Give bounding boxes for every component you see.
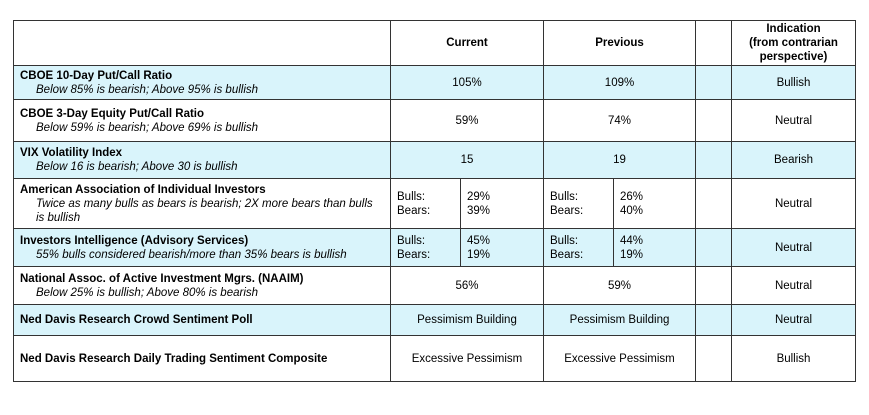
indication-value: Neutral bbox=[732, 305, 856, 336]
gap-cell bbox=[696, 336, 732, 382]
sentiment-table bbox=[13, 20, 856, 382]
previous-labels bbox=[544, 229, 614, 267]
indicator-name: American Association of Individual Investors bbox=[20, 183, 266, 196]
table-row bbox=[14, 100, 856, 142]
indicator-name: National Assoc. of Active Investment Mgrs. (NAAIM) bbox=[20, 272, 304, 285]
indication-value: Bearish bbox=[732, 142, 856, 179]
previous-value: Excessive Pessimism bbox=[544, 336, 696, 382]
indication-value: Neutral bbox=[732, 179, 856, 229]
gap-cell bbox=[696, 267, 732, 305]
previous-bulls-value: 26% bbox=[620, 190, 644, 203]
indicator-desc: Below 85% is bearish; Above 95% is bullish bbox=[36, 83, 259, 96]
current-bulls-label: Bulls: bbox=[397, 234, 426, 247]
previous-bears-value: 40% bbox=[620, 204, 644, 217]
table-row bbox=[14, 142, 856, 179]
previous-bulls-label: Bulls: bbox=[550, 234, 579, 247]
current-value: 59% bbox=[391, 100, 544, 142]
table-row bbox=[14, 267, 856, 305]
previous-values bbox=[614, 229, 696, 267]
indication-value: Bullish bbox=[732, 336, 856, 382]
indication-value: Bullish bbox=[732, 66, 856, 100]
indicator-name: CBOE 3-Day Equity Put/Call Ratio bbox=[20, 107, 205, 120]
header-previous: Previous bbox=[544, 21, 696, 66]
indicator-name: Ned Davis Research Daily Trading Sentiment Composite bbox=[20, 352, 328, 365]
table-row bbox=[14, 66, 856, 100]
previous-value: 74% bbox=[544, 100, 696, 142]
gap-cell bbox=[696, 305, 732, 336]
header-indication: Indication (from contrarian perspective) bbox=[732, 21, 856, 66]
header-current: Current bbox=[391, 21, 544, 66]
current-value: 56% bbox=[391, 267, 544, 305]
previous-value: 109% bbox=[544, 66, 696, 100]
current-labels bbox=[391, 229, 461, 267]
indicator-cell bbox=[14, 305, 391, 336]
indicator-desc: Below 25% is bullish; Above 80% is bearish bbox=[36, 286, 259, 299]
gap-cell bbox=[696, 100, 732, 142]
table-row bbox=[14, 305, 856, 336]
current-bears-label: Bears: bbox=[397, 248, 431, 261]
gap-cell bbox=[696, 142, 732, 179]
gap-cell bbox=[696, 66, 732, 100]
current-bears-value: 39% bbox=[467, 204, 491, 217]
indicator-desc: Below 16 is bearish; Above 30 is bullish bbox=[36, 161, 238, 173]
previous-bears-label: Bears: bbox=[550, 248, 584, 261]
indicator-cell bbox=[14, 267, 391, 305]
indicator-cell bbox=[14, 179, 391, 229]
indication-value: Neutral bbox=[732, 267, 856, 305]
indicator-cell bbox=[14, 142, 391, 179]
previous-value: 19 bbox=[544, 142, 696, 179]
previous-bears-value: 19% bbox=[620, 248, 644, 261]
header-gap-cell bbox=[696, 21, 732, 66]
current-labels bbox=[391, 179, 461, 229]
current-bears-value: 19% bbox=[467, 248, 491, 261]
gap-cell bbox=[696, 229, 732, 267]
current-values bbox=[461, 229, 544, 267]
header-indicator-cell bbox=[14, 21, 391, 66]
indication-value: Neutral bbox=[732, 100, 856, 142]
current-bulls-label: Bulls: bbox=[397, 190, 426, 203]
current-bulls-value: 45% bbox=[467, 234, 491, 247]
current-value: Excessive Pessimism bbox=[391, 336, 544, 382]
previous-bears-label: Bears: bbox=[550, 204, 584, 217]
current-bears-label: Bears: bbox=[397, 204, 431, 217]
previous-value: Pessimism Building bbox=[544, 305, 696, 336]
previous-bulls-label: Bulls: bbox=[550, 190, 579, 203]
indicator-desc: Twice as many bulls as bears is bearish; 2X more bears than bulls is bullish bbox=[36, 197, 373, 224]
indicator-name: Ned Davis Research Crowd Sentiment Poll bbox=[20, 314, 253, 326]
header-row bbox=[14, 21, 856, 66]
indicator-cell bbox=[14, 100, 391, 142]
indicator-cell bbox=[14, 66, 391, 100]
indicator-desc: 55% bulls considered bearish/more than 35% bears is bullish bbox=[36, 248, 347, 261]
indicator-name: VIX Volatility Index bbox=[20, 147, 123, 159]
current-bulls-value: 29% bbox=[467, 190, 491, 203]
current-values bbox=[461, 179, 544, 229]
previous-value: 59% bbox=[544, 267, 696, 305]
previous-values bbox=[614, 179, 696, 229]
previous-labels bbox=[544, 179, 614, 229]
current-value: 15 bbox=[391, 142, 544, 179]
indicator-cell bbox=[14, 229, 391, 267]
table-row bbox=[14, 179, 856, 229]
indication-value: Neutral bbox=[732, 229, 856, 267]
indicator-name: CBOE 10-Day Put/Call Ratio bbox=[20, 69, 173, 82]
indicator-desc: Below 59% is bearish; Above 69% is bullish bbox=[36, 121, 259, 134]
table-row bbox=[14, 336, 856, 382]
current-value: Pessimism Building bbox=[391, 305, 544, 336]
gap-cell bbox=[696, 179, 732, 229]
table-row bbox=[14, 229, 856, 267]
indicator-cell bbox=[14, 336, 391, 382]
previous-bulls-value: 44% bbox=[620, 234, 644, 247]
indicator-name: Investors Intelligence (Advisory Services) bbox=[20, 234, 249, 247]
current-value: 105% bbox=[391, 66, 544, 100]
